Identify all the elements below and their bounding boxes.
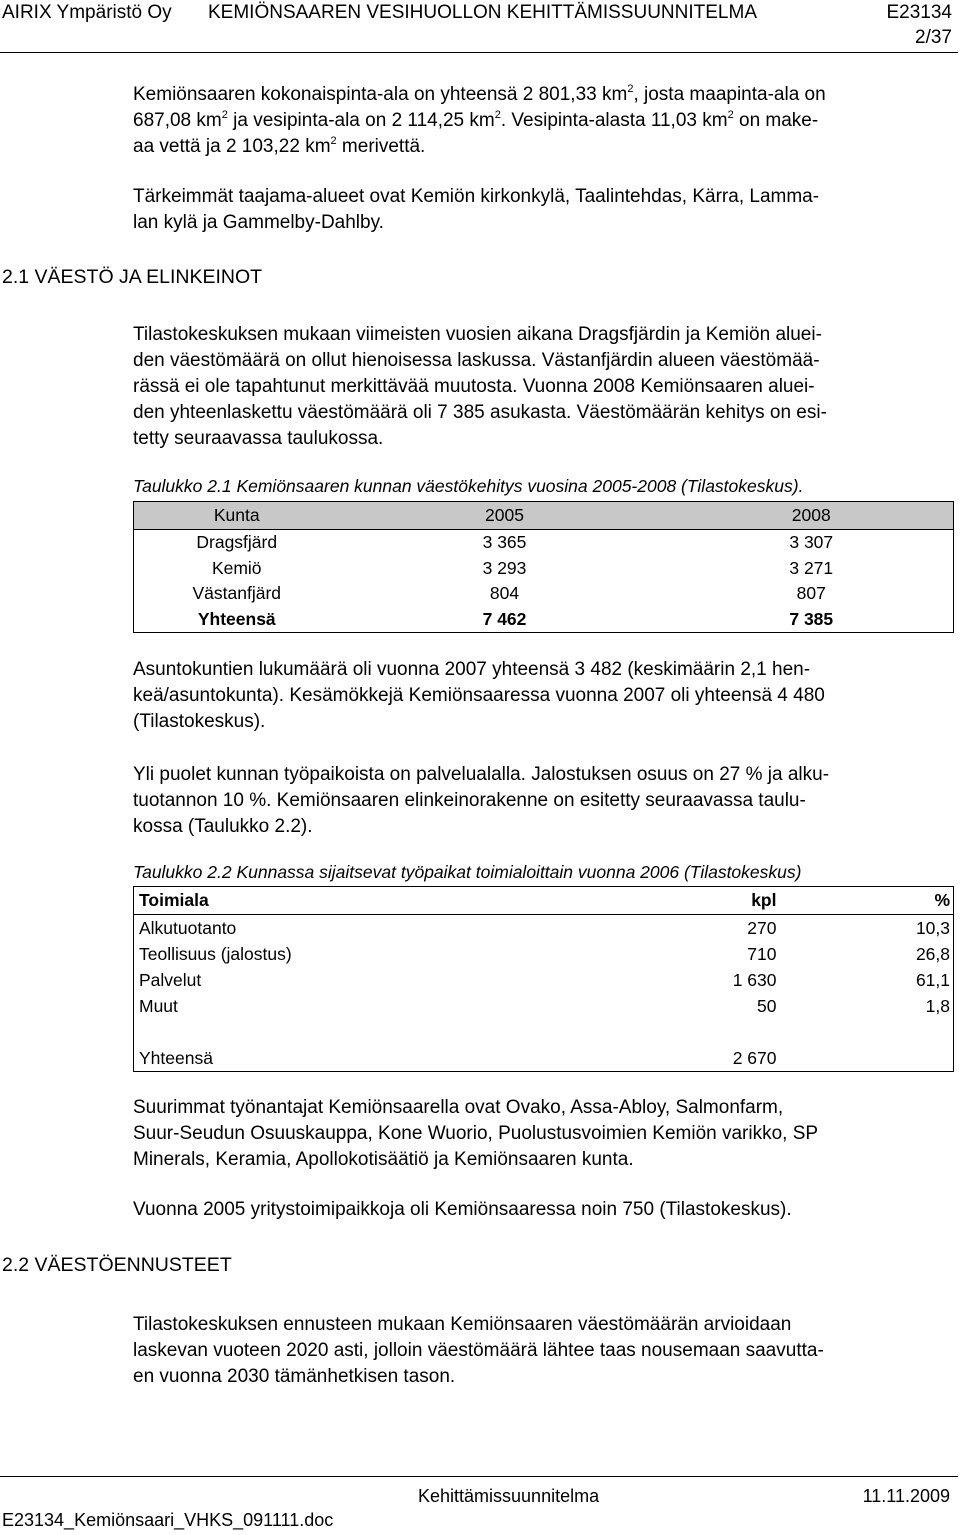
cell: 3 365 — [482, 532, 527, 553]
text-line: rässä ei ole tapahtunut merkittävää muutosta. Vuonna 2008 Kemiönsaaren aluei- — [133, 376, 815, 397]
table-row — [134, 967, 954, 993]
text: on make- — [733, 110, 819, 131]
header-cell-kpl: kpl — [751, 890, 777, 910]
header-cell-kunta: Kunta — [213, 505, 260, 525]
cell: Kemiö — [211, 557, 262, 578]
text: 687,08 km — [133, 110, 222, 131]
superscript: 2 — [494, 109, 501, 121]
footer-filename: E23134_Kemiönsaari_VHKS_091111.doc — [2, 1510, 334, 1530]
text: aa vettä ja 2 103,22 km — [133, 136, 331, 157]
cell — [780, 1045, 954, 1072]
table-total-row — [134, 1045, 954, 1072]
cell: 2 670 — [732, 1047, 777, 1068]
cell: 270 — [747, 917, 777, 938]
cell: 807 — [796, 583, 826, 604]
table-row — [134, 530, 954, 556]
cell: Dragsfjärd — [196, 532, 278, 553]
text-line: tuotannon 10 %. Kemiönsaaren elinkeinorakenne on esitetty seuraavassa taulu- — [133, 790, 806, 811]
intro-paragraph-area — [133, 82, 951, 160]
table-row — [134, 581, 954, 607]
table-row — [134, 556, 954, 582]
cell: 1 630 — [732, 969, 777, 990]
superscript: 2 — [221, 109, 228, 121]
text: merivettä. — [336, 136, 426, 157]
cell: Palvelut — [139, 969, 202, 990]
text-line: Yli puolet kunnan työpaikoista on palvelualalla. Jalostuksen osuus on 27 % ja alku- — [133, 764, 830, 785]
footer-rule — [0, 1476, 958, 1477]
header-cell-toimiala: Toimiala — [139, 890, 209, 910]
cell: Muut — [139, 995, 178, 1016]
header-cell-percent: % — [934, 890, 950, 910]
text-line: laskevan vuoteen 2020 asti, jolloin väestömäärä lähtee taas nousemaan saavutta- — [133, 1340, 824, 1361]
table-total-row — [134, 607, 954, 633]
table-2-caption: Taulukko 2.2 Kunnassa sijaitsevat työpaikat toimialoittain vuonna 2006 (Tilastokeskus) — [133, 862, 802, 882]
page-number: 2/37 — [915, 27, 952, 48]
header-rule — [0, 52, 958, 53]
text-line: den väestömäärä on ollut hienoisessa laskussa. Västanfjärdin alueen väestömää- — [133, 350, 820, 371]
text-line: Suurimmat työnantajat Kemiönsaarella ovat Ovako, Assa-Abloy, Salmonfarm, — [133, 1097, 784, 1118]
cell: 3 271 — [789, 557, 834, 578]
text-line: Minerals, Keramia, Apollokotisäätiö ja Kemiönsaaren kunta. — [133, 1149, 634, 1170]
cell — [780, 1019, 954, 1045]
table-1-caption: Taulukko 2.1 Kemiönsaaren kunnan väestökehitys vuosina 2005-2008 (Tilastokeskus). — [133, 476, 804, 496]
text-line: Vuonna 2005 yritystoimipaikkoja oli Kemiönsaaressa noin 750 (Tilastokeskus). — [133, 1199, 792, 1220]
cell: 710 — [747, 943, 777, 964]
cell: 10,3 — [915, 917, 950, 938]
text: , josta maapinta-ala on — [633, 84, 826, 105]
table-header-row — [134, 502, 954, 530]
cell — [134, 1019, 584, 1045]
text: Kemiönsaaren kokonaispinta-ala on yhteensä 2 801,33 km — [133, 84, 628, 105]
header-cell-2008: 2008 — [791, 505, 831, 525]
table-row — [134, 941, 954, 967]
text-line: Tilastokeskuksen ennusteen mukaan Kemiönsaaren väestömäärän arvioidaan — [133, 1314, 792, 1335]
cell: 804 — [489, 583, 520, 604]
table-row — [134, 993, 954, 1019]
text: . Vesipinta-alasta 11,03 km — [500, 110, 728, 131]
cell: 26,8 — [915, 943, 950, 964]
text-line: Suur-Seudun Osuuskauppa, Kone Wuorio, Puolustusvoimien Kemiön varikko, SP — [133, 1123, 819, 1144]
text-line: kossa (Taulukko 2.2). — [133, 816, 313, 837]
section-heading-2-1: 2.1 VÄESTÖ JA ELINKEINOT — [2, 266, 263, 288]
footer-date: 11.11.2009 — [862, 1486, 950, 1506]
header-cell-2005: 2005 — [485, 505, 524, 525]
text-line: Asuntokuntien lukumäärä oli vuonna 2007 yhteensä 3 482 (keskimäärin 2,1 hen- — [133, 659, 811, 680]
header-company: AIRIX Ympäristö Oy — [2, 2, 172, 23]
text-line: tetty seuraavassa taulukossa. — [133, 428, 384, 449]
section-heading-2-2: 2.2 VÄESTÖENNUSTEET — [2, 1254, 232, 1276]
intro-line-2 — [133, 108, 951, 134]
cell: Alkutuotanto — [139, 917, 237, 938]
table-spacer-row — [134, 1019, 954, 1045]
text: ja vesipinta-ala on 2 114,25 km — [227, 110, 495, 131]
employers-paragraph — [133, 1095, 951, 1173]
text-line: keä/asuntokunta). Kesämökkejä Kemiönsaaressa vuonna 2007 oli yhteensä 4 480 — [133, 685, 825, 706]
text-line: (Tilastokeskus). — [133, 711, 266, 732]
text-line: lan kylä ja Gammelby-Dahlby. — [133, 212, 384, 233]
superscript: 2 — [627, 83, 634, 95]
cell: 61,1 — [915, 969, 950, 990]
cell: Yhteensä — [197, 609, 276, 630]
businesses-paragraph — [133, 1197, 951, 1223]
header-doc-title: KEMIÖNSAAREN VESIHUOLLON KEHITTÄMISSUUNNITELMA — [208, 2, 757, 23]
superscript: 2 — [330, 135, 337, 147]
cell: 50 — [757, 995, 777, 1016]
cell: 1,8 — [925, 995, 950, 1016]
cell: 3 293 — [482, 557, 527, 578]
cell: 7 462 — [482, 609, 527, 630]
cell — [584, 1019, 780, 1045]
cell: Yhteensä — [139, 1047, 213, 1068]
cell: 7 385 — [789, 609, 834, 630]
footer-doc-type: Kehittämissuunnitelma — [418, 1486, 600, 1506]
table-header-row — [134, 887, 954, 915]
forecast-paragraph — [133, 1312, 951, 1390]
text-line: Tilastokeskuksen mukaan viimeisten vuosien aikana Dragsfjärdin ja Kemiön aluei- — [133, 324, 822, 345]
cell: 3 307 — [789, 532, 834, 553]
population-paragraph — [133, 322, 951, 452]
population-table — [133, 501, 954, 633]
intro-line-3 — [133, 134, 951, 160]
text-line: en vuonna 2030 tämänhetkisen tason. — [133, 1366, 456, 1387]
households-paragraph — [133, 657, 951, 735]
table-row — [134, 915, 954, 942]
employment-paragraph — [133, 762, 951, 840]
header-doc-code: E23134 — [886, 2, 952, 23]
cell: Västanfjärd — [192, 583, 282, 604]
superscript: 2 — [727, 109, 734, 121]
intro-line-1 — [133, 82, 951, 108]
text-line: Tärkeimmät taajama-alueet ovat Kemiön kirkonkylä, Taalintehdas, Kärra, Lamma- — [133, 186, 820, 207]
text-line: den yhteenlaskettu väestömäärä oli 7 385 asukasta. Väestömäärän kehitys on esi- — [133, 402, 827, 423]
intro-paragraph-2 — [133, 184, 951, 236]
employment-table — [133, 886, 954, 1072]
cell: Teollisuus (jalostus) — [139, 943, 292, 964]
